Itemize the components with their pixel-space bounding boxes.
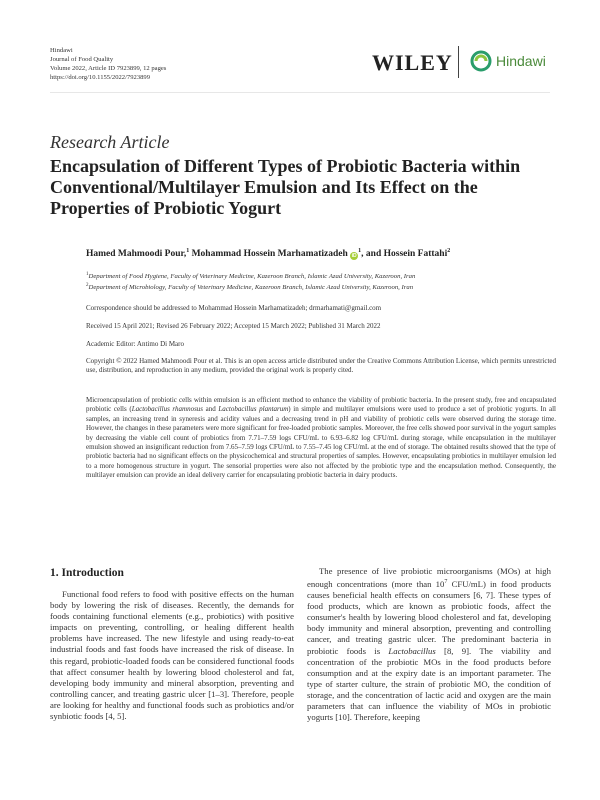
author-3[interactable]: , and Hossein Fattahi — [361, 249, 448, 260]
author-3-sup: 2 — [447, 248, 451, 254]
journal-name: Journal of Food Quality — [50, 56, 114, 63]
article-type: Research Article — [50, 132, 170, 152]
author-1[interactable]: Hamed Mahmoodi Pour, — [86, 249, 187, 260]
aff-2-sup: 2 — [86, 283, 89, 288]
author-2-sup: 1 — [358, 248, 362, 254]
intro-p2-c: [8, 9]. The viability and concentration of the probiotic MOs in the food products before consumption and at the expiry date is an important parameter. The type of starter culture, the strain of probiotic MO, the condition of storage, and the concentration of lactic acid and oxygen are the main parameters that can influence the viability of MOs in probiotic yogurts [10]. Therefore, keeping — [307, 645, 551, 723]
intro-p2-b: CFU/mL) in food products causes beneficial health effects on consumers [6, 7]. These types of food products, which are known as probiotic foods, affect the consumer's health by lowering blood cholesterol and fat, developing body immunity and mineral absorption, preventing and controlling cancer, and treating gastric ulcer. The predominant bacteria in probiotic foods is — [307, 578, 551, 656]
article-title: Encapsulation of Different Types of Probiotic Bacteria within Conventional/Multilayer Emulsion and Its Effect on the Properties of Probiotic Yogurt — [50, 156, 521, 218]
abstract — [86, 396, 556, 481]
journal-meta — [50, 46, 166, 82]
affiliation-2 — [86, 283, 566, 291]
hindawi-wordmark: Hindawi — [496, 53, 546, 69]
abstract-species-1: Lactobacillus rhamnosus — [131, 405, 204, 414]
author-list — [86, 248, 566, 260]
doi-link[interactable]: https://doi.org/10.1155/2022/7923899 — [50, 74, 151, 81]
abstract-part-2: and — [203, 405, 219, 414]
author-2[interactable]: Mohammad Hossein Marhamatizadeh — [189, 249, 348, 260]
academic-editor: Academic Editor: Antimo Di Maro — [86, 340, 184, 348]
intro-p2-sup: 7 — [444, 579, 448, 586]
intro-p2-a: The presence of live probiotic microorganisms (MOs) at high enough concentrations (more than 10 — [307, 566, 551, 589]
abstract-species-2: Lactobacillus plantarum — [218, 405, 289, 414]
intro-left-column — [50, 589, 294, 722]
volume-info: Volume 2022, Article ID 7923899, 12 pages — [50, 65, 167, 72]
intro-p2-species: Lactobacillus — [388, 645, 436, 656]
correspondence: Correspondence should be addressed to Mohammad Hossein Marhamatizadeh; drmarhamati@gmail.com — [86, 304, 382, 312]
author-1-sup: 1 — [186, 248, 190, 254]
intro-paragraph-2 — [307, 566, 551, 723]
abstract-part-3: ) in simple and multilayer emulsions were used to produce a set of probiotic yogurts. In all samples, an increasing trend in syneresis and acidity values and a decreasing trend in pH and viability of probiotic cells were observed during the storage time. However, the changes in these parameters were more significant for free-loaded probiotic samples. Moreover, the free cells showed poor survival in the yogurt samples by decreasing the viable cell count of probiotics from 7.71–7.59 logs CFU/mL to 6.93–6.82 log CFU/mL during storage, while encapsulation in the multilayer emulsion showed an insignificant reduction from 7.65–7.59 logs CFU/mL to 7.55–7.45 log CFU/mL at the end of storage. The obtained results showed that the type of probiotic bacteria had no significant effects on the physicochemical and structural properties of samples. However, encapsulating probiotics in multilayer emulsion led to a more homogenous structure in yogurt. The sensorial properties were also not affected by the probiotic type and the encapsulation method. Consequently, the multilayer emulsion can provide an ideal delivery carrier for encapsulating probiotic bacteria in dairy products. — [86, 405, 556, 480]
affiliation-1 — [86, 272, 566, 280]
orcid-icon[interactable]: iD — [351, 253, 357, 260]
dates: Received 15 April 2021; Revised 26 February 2022; Accepted 15 March 2022; Published 31 March 2022 — [86, 322, 381, 330]
intro-paragraph-1: Functional food refers to food with positive effects on the human body by lowering the risk of diseases. Recently, the demands for foods containing functional elements (e.g., probiotics) with positive impacts on preventing, controlling, or healing different health problems have increased. The new lifestyle and using ready-to-eat industrial foods and fast foods have increased the risk of disease. In this regard, probiotic-loaded foods can be considered functional foods that affect consumer health by lowering blood cholesterol and fat, developing body immunity and mineral absorption, preventing and controlling cancer, and treating gastric ulcer [1–3]. Therefore, people are looking for healthy and functional foods such as probiotics and/or synbiotic foods [4, 5]. — [50, 589, 294, 722]
wiley-logo: WILEY — [372, 50, 453, 75]
publisher-name: Hindawi — [50, 47, 73, 54]
logo-divider — [458, 46, 459, 78]
hindawi-mark-icon — [470, 50, 492, 72]
aff-2-text: Department of Microbiology, Faculty of Veterinary Medicine, Kazeroon Branch, Islamic Azad University, Kazeroon, Iran — [88, 284, 414, 292]
abstract-part-1: Microencapsulation of probiotic cells within emulsion is an efficient method to enhance the viability of probiotic bacteria. In the present study, free and encapsulated probiotic cells ( — [86, 396, 556, 414]
aff-1-text: Department of Food Hygiene, Faculty of Veterinary Medicine, Kazeroon Branch, Islamic Azad University, Kazeroon, Iran — [88, 273, 416, 281]
header-rule — [50, 92, 550, 93]
copyright-notice: Copyright © 2022 Hamed Mahmoodi Pour et al. This is an open access article distributed under the Creative Commons Attribution License, which permits unrestricted use, distribution, and reproduction in any medium, provided the original work is properly cited. — [86, 357, 556, 375]
hindawi-logo — [470, 50, 546, 72]
section-heading: 1. Introduction — [50, 567, 124, 579]
aff-1-sup: 1 — [86, 272, 89, 277]
intro-right-column — [307, 566, 551, 723]
